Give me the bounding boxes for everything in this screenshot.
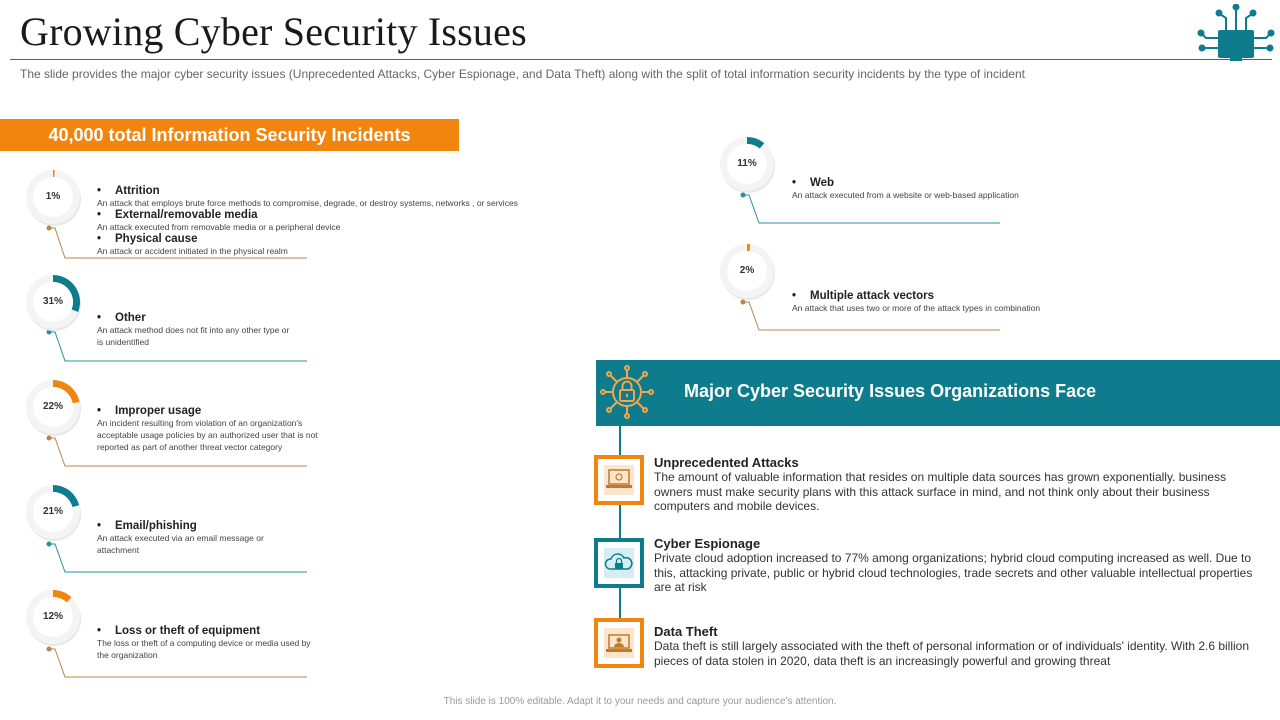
incident-title: • Email/phishing xyxy=(94,520,284,532)
incident-text-other xyxy=(94,312,294,348)
incident-title: • External/removable media xyxy=(94,209,574,221)
issue-title: Unprecedented Attacks xyxy=(654,455,799,470)
padlock-circuit-icon xyxy=(598,363,656,421)
incident-desc: An attack executed from removable media or a peripheral device xyxy=(97,222,341,232)
incident-title: • Multiple attack vectors xyxy=(789,290,1089,302)
incident-desc: An attack executed from a website or web-based application xyxy=(792,190,1019,200)
issue-desc: The amount of valuable information that resides on multiple data sources has grown exponentially. business owners must make security plans with this attack surface in mind, and not think only about their business computers and mobile devices. xyxy=(654,470,1227,513)
incident-title: • Physical cause xyxy=(94,233,574,245)
incident-desc: An incident resulting from violation of an organization's acceptable usage policies by an authorized user that is not reported as part of another threat vector category xyxy=(97,418,318,452)
incident-desc: An attack or accident initiated in the physical realm xyxy=(97,246,288,256)
page-title: Growing Cyber Security Issues xyxy=(20,9,527,54)
incident-title: • Attrition xyxy=(94,185,574,197)
incident-desc: An attack method does not fit into any other type or is unidentified xyxy=(97,325,290,347)
percent-label: 22% xyxy=(42,401,63,412)
incident-title: • Improper usage xyxy=(94,405,334,417)
incident-title: • Web xyxy=(789,177,1079,189)
issue-title: Cyber Espionage xyxy=(654,536,761,551)
percent-label: 12% xyxy=(42,611,63,622)
total-incidents-banner: 40,000 total Information Security Incidents xyxy=(0,119,459,151)
circuit-monitor-icon xyxy=(1196,4,1276,62)
issue-icon-box xyxy=(594,538,644,588)
page-subtitle: The slide provides the major cyber security issues (Unprecedented Attacks, Cyber Espionage, and Data Theft) along with the split of total information security incidents by the type of incident xyxy=(20,67,1025,81)
incident-text-loss-theft xyxy=(94,625,314,661)
percent-label: 11% xyxy=(737,158,757,169)
cloud-lock-icon xyxy=(598,542,640,584)
footer-note: This slide is 100% editable. Adapt it to your needs and capture your audience's attention. xyxy=(443,696,837,707)
percent-label: 21% xyxy=(42,506,63,517)
title-divider xyxy=(10,59,1272,60)
issue-title: Data Theft xyxy=(654,624,718,639)
incident-text-email xyxy=(94,520,284,556)
issue-icon-box xyxy=(594,455,644,505)
incident-desc: An attack that uses two or more of the attack types in combination xyxy=(792,303,1041,313)
incident-text-web xyxy=(789,177,1079,201)
laptop-icon xyxy=(598,459,640,501)
issue-desc: Private cloud adoption increased to 77% among organizations; hybrid cloud computing increased as well. Due to this, attacking private, public or hybrid cloud technologies, trade secrets and other valuable intellectual properties are at risk xyxy=(654,551,1253,594)
issue-desc: Data theft is still largely associated with the theft of personal information or of individuals' identity. With 2.6 billion pieces of data stolen in 2020, data theft is an increasingly powerful and growing threat xyxy=(654,639,1250,668)
percent-label: 2% xyxy=(739,265,755,276)
incident-desc: An attack executed via an email message or attachment xyxy=(97,533,264,555)
incident-title: • Other xyxy=(94,312,294,324)
percent-label: 1% xyxy=(45,191,61,202)
incident-desc: An attack that employs brute force methods to compromise, degrade, or destroy systems, networks , or services xyxy=(97,198,518,208)
incident-text-multiple-vectors xyxy=(789,290,1089,314)
incident-desc: The loss or theft of a computing device or media used by the organization xyxy=(97,638,311,660)
percent-label: 31% xyxy=(42,296,63,307)
issues-panel-header xyxy=(596,360,1280,426)
incident-title: • Loss or theft of equipment xyxy=(94,625,314,637)
data-theft-icon xyxy=(598,622,640,664)
incident-text-improper-usage xyxy=(94,405,334,453)
issues-panel-title: Major Cyber Security Issues Organizations Face xyxy=(684,381,1097,401)
incident-text-attrition xyxy=(94,185,574,257)
issue-icon-box xyxy=(594,618,644,668)
